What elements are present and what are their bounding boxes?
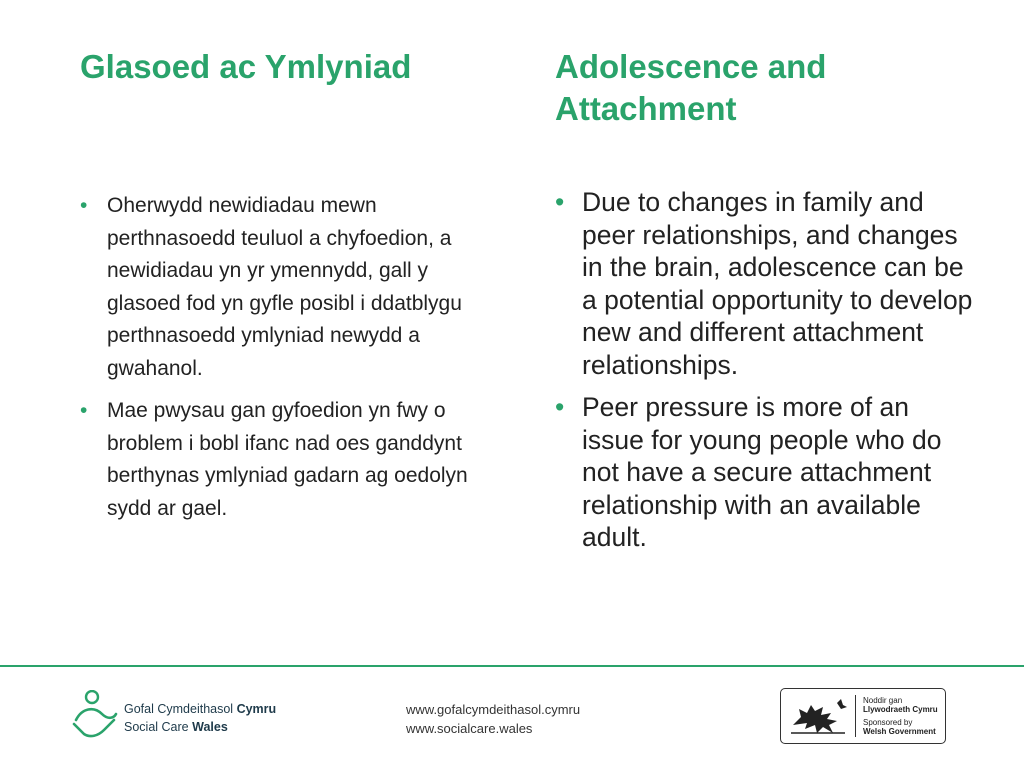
footer-links <box>406 700 580 738</box>
link-welsh-site[interactable]: www.gofalcymdeithasol.cymru <box>406 702 581 717</box>
link-english-site[interactable]: www.socialcare.wales <box>406 721 533 736</box>
bullet-icon: • <box>555 392 565 422</box>
bullet-icon: • <box>80 399 88 422</box>
logo-separator <box>855 695 856 737</box>
gov-logo-line: Sponsored by <box>863 718 913 727</box>
bullet-item <box>80 395 480 525</box>
bullet-text: Oherwydd newidiadau mewn perthnasoedd teuluol a chyfoedion, a newidiadau yn yr ymennydd, gall y glasoed fod yn gyfle posibl i ddatblygu perthnasoedd ymlyniad newydd a gwahanol. <box>107 194 462 380</box>
bullet-list-welsh <box>80 190 480 535</box>
logo-line-english: Social Care Wales <box>124 720 228 734</box>
bullet-text: Peer pressure is more of an issue for young people who do not have a secure attachment relationship with an available adult. <box>582 392 942 552</box>
social-care-wales-logo <box>72 690 312 742</box>
social-care-wales-mark-icon <box>72 690 118 738</box>
footer-divider <box>0 665 1024 667</box>
bullet-icon: • <box>80 194 88 217</box>
bullet-item <box>555 391 975 554</box>
bullet-item <box>555 186 975 381</box>
bullet-item <box>80 190 480 385</box>
title-welsh: Glasoed ac Ymlyniad <box>80 48 412 85</box>
gov-logo-line: Noddir gan <box>863 696 903 705</box>
bullet-list-english <box>555 186 975 564</box>
logo-line-welsh: Gofal Cymdeithasol Cymru <box>124 702 277 716</box>
gov-logo-line: Llywodraeth Cymru <box>863 705 938 714</box>
welsh-dragon-icon <box>787 695 849 737</box>
bullet-icon: • <box>555 187 565 217</box>
bullet-text: Mae pwysau gan gyfoedion yn fwy o broblem i bobl ifanc nad oes ganddynt berthynas ymlyniad gadarn ag oedolyn sydd ar gael. <box>107 399 468 520</box>
welsh-government-logo <box>780 688 946 744</box>
gov-logo-line: Welsh Government <box>863 727 936 736</box>
title-english: Adolescence and Attachment <box>555 48 827 127</box>
bullet-text: Due to changes in family and peer relationships, and changes in the brain, adolescence can be a potential opportunity to develop new and different attachment relationships. <box>582 187 973 380</box>
